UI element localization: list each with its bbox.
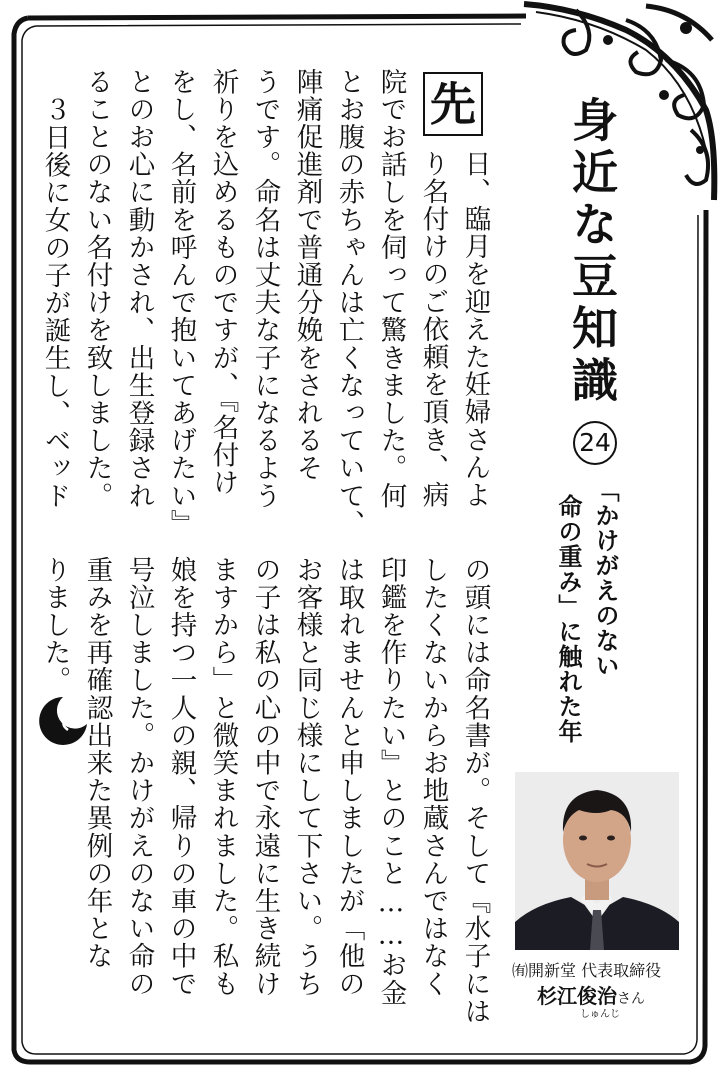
author-name: 杉江俊治 — [537, 984, 617, 1008]
body-column: とお腹の赤ちゃんは亡くなっていて、 — [333, 68, 365, 538]
body-column: ３日後に女の子が誕生し、ベッド — [39, 96, 71, 510]
headline-line-1: 「かけがえのない — [591, 478, 619, 678]
body-column: 印鑑を作りたい』とのこと……お金 — [375, 556, 407, 1007]
body-column: 号泣しました。かけがえのない命の — [123, 556, 155, 998]
body-column: の子は私の心の中で永遠に生き続け — [249, 556, 281, 998]
body-column: とのお心に動かされ、出生登録され — [123, 68, 155, 510]
body-column: ますから」と微笑まれました。私も — [207, 556, 239, 998]
body-column: ることのない名付けを致しました。 — [81, 68, 113, 510]
body-column: お客様と同じ様にして下さい。うち — [291, 556, 323, 998]
author-photo — [515, 772, 679, 950]
body-column: 重みを再確認出来た異例の年とな — [81, 556, 113, 970]
body-column: うです。命名は丈夫な子になるよう — [249, 68, 281, 510]
series-title: 身近な豆知識 — [565, 96, 619, 408]
body-column: は取れませんと申しましたが「他の — [333, 556, 365, 998]
episode-number: 24 — [573, 421, 617, 465]
body-column: をし、名前を呼んで抱いてあげたい』 — [165, 68, 197, 538]
body-column: 陣痛促進剤で普通分娩をされるそ — [291, 68, 323, 482]
body-column: 日、臨月を迎えた妊婦さんよ — [459, 150, 491, 509]
headline-line-2: 命の重み」に触れた年 — [554, 494, 582, 744]
body-column: したくないからお地蔵さんではなく — [417, 556, 449, 998]
author-honorific: さん — [617, 991, 645, 1007]
body-column: 祈りを込めるものですが、『名付け — [207, 68, 239, 497]
body-column: 院でお話しを伺って驚きました。何 — [375, 68, 407, 510]
body-column: 娘を持つ一人の親、帰りの車の中で — [165, 556, 197, 998]
body-column: り名付けのご依頼を頂き、病 — [417, 150, 449, 509]
drop-cap: 先 — [423, 72, 483, 136]
author-company: ㈲開新堂 代表取締役 — [512, 961, 662, 980]
author-name-reading: しゅんじ — [580, 1009, 620, 1020]
body-column: の頭には命名書が。そして『水子には — [459, 556, 491, 1026]
crescent-moon-logo — [36, 694, 90, 748]
body-column: りました。 — [39, 556, 71, 694]
